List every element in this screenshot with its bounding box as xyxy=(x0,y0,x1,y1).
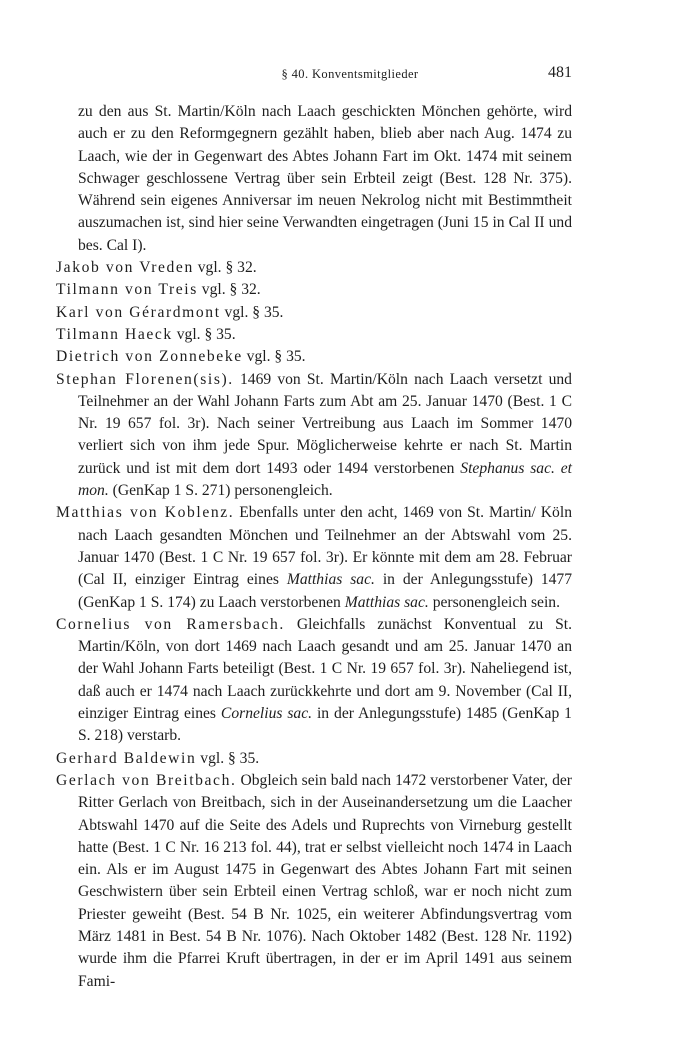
entry-name: Karl von Gérardmont xyxy=(56,303,221,321)
entry-karl-von-gerardmont xyxy=(56,302,572,324)
entry-text: vgl. § 32. xyxy=(197,259,257,277)
entry-name: Tilmann Haeck xyxy=(56,325,173,343)
entry-tilmann-von-treis xyxy=(56,279,572,301)
entry-text: vgl. § 32. xyxy=(201,281,261,299)
entry-text: vgl. § 35. xyxy=(246,348,306,366)
entry-gerlach-von-breitbach xyxy=(56,770,572,993)
entry-text: Obgleich sein bald nach 1472 verstorbener Vater, der Ritter Gerlach von Breitbach, sich in der Auseinandersetzung um die Laacher Abtswahl 1470 auf die Seite des Adels und Ruprechts von Virneburg gestellt hatte (Best. 1 C Nr. 16 213 fol. 44), trat er selbst vielleicht noch 1474 in Laach ein. Als er im August 1475 in Gegenwart des Abtes Johann Fart mit seinen Geschwistern über sein Erbteil einen Vertrag schloß, war er noch nicht zum Priester geweiht (Best. 54 B Nr. 1025, ein weiterer Abfindungsvertrag vom März 1481 in Best. 54 B Nr. 1076). Nach Oktober 1482 (Best. 128 Nr. 1192) wurde ihm die Pfarrei Kruft übertragen, in der er im April 1491 aus seinem Fami- xyxy=(78,771,573,990)
entry-text: vgl. § 35. xyxy=(224,303,284,321)
entry-text: Ebenfalls unter den acht, 1469 von St. Martin/ Köln nach Laach gesandten Mönchen und Teilnehmer an der Abtswahl vom 25. Januar 1470 (Best. 1 C Nr. 19 657 fol. 3r). Er könnte mit dem am 28. Februar (Cal II, einziger Eintrag eines xyxy=(78,504,572,589)
entry-italic-name: Matthias sac. xyxy=(344,593,429,611)
entry-text: (GenKap 1 S. 271) personengleich. xyxy=(112,482,333,500)
entry-italic-name: Cornelius sac. xyxy=(220,705,313,723)
continuation-paragraph: zu den aus St. Martin/Köln nach Laach geschickten Mönchen gehörte, wird auch er zu den Reformgegnern gezählt haben, blieb aber nach Aug. 1474 zu Laach, wie der in Gegenwart des Abtes Johann Fart im Okt. 1474 mit seinem Schwager geschlossene Vertrag über sein Erbteil zeigt (Best. 128 Nr. 375). Während sein eigenes Anniversar im neuen Nekrolog nicht mit Bestimmtheit auszumachen ist, sind hier seine Verwandten eingetragen (Juni 15 in Cal II und bes. Cal I). xyxy=(78,103,572,254)
running-head xyxy=(0,64,700,86)
entry-name: Stephan Florenen(sis). xyxy=(56,370,234,388)
entry-jakob-von-vreden xyxy=(56,257,572,279)
entry-italic-name: Matthias sac. xyxy=(286,571,375,589)
running-head-title: § 40. Konventsmitglieder xyxy=(281,67,419,81)
entry-text: vgl. § 35. xyxy=(200,749,260,767)
entry-cornelius-von-ramersbach xyxy=(56,614,572,748)
entry-text: vgl. § 35. xyxy=(176,325,236,343)
entry-dietrich-von-zonnebeke xyxy=(56,346,572,368)
entry-matthias-von-koblenz xyxy=(56,502,572,613)
entry-name: Cornelius von Ramersbach. xyxy=(56,615,285,633)
entry-gerhard-baldewin xyxy=(56,748,572,770)
entry-text: Gleichfalls zunächst Konventual zu St. Martin/Köln, von dort 1469 nach Laach gesandt und am 25. Januar 1470 an der Wahl Johann Farts beteiligt (Best. 1 C Nr. 19 657 fol. 3r). Naheliegend ist, daß auch er 1474 nach Laach zurückkehrte und dort am 9. November (Cal II, einziger Eintrag eines xyxy=(78,615,573,723)
entry-name: Gerlach von Breitbach. xyxy=(56,771,237,789)
page-number: 481 xyxy=(548,64,572,81)
entry-text: in der Anlegungsstufe) 1477 (GenKap 1 S. 174) zu Laach verstorbenen xyxy=(78,571,573,611)
entry-text: in der Anlegungsstufe) 1485 (GenKap 1 S. 218) verstarb. xyxy=(78,705,572,745)
entry-italic-name: Stephanus sac. et mon. xyxy=(78,459,573,500)
entry-text: 1469 von St. Martin/Köln nach Laach versetzt und Teilnehmer an der Wahl Johann Farts zum Abt am 25. Januar 1470 (Best. 1 C Nr. 19 657 fol. 3r). Nach seiner Vertreibung aus Laach im Sommer 1470 verliert sich von ihm jede Spur. Möglicherweise kehrte er nach St. Martin zurück und ist mit dem dort 1493 oder 1494 verstorbenen xyxy=(78,370,572,477)
entry-name: Jakob von Vreden xyxy=(56,259,194,277)
entry-name: Tilmann von Treis xyxy=(56,281,198,299)
entry-stephan-florenen xyxy=(56,369,572,503)
entry-name: Gerhard Baldewin xyxy=(56,749,197,767)
entry-name: Matthias von Koblenz. xyxy=(56,504,235,522)
entry-name: Dietrich von Zonnebeke xyxy=(56,348,243,366)
entry-tilmann-haeck xyxy=(56,324,572,346)
entry-text: personengleich sein. xyxy=(432,593,560,611)
body-text xyxy=(56,101,572,993)
